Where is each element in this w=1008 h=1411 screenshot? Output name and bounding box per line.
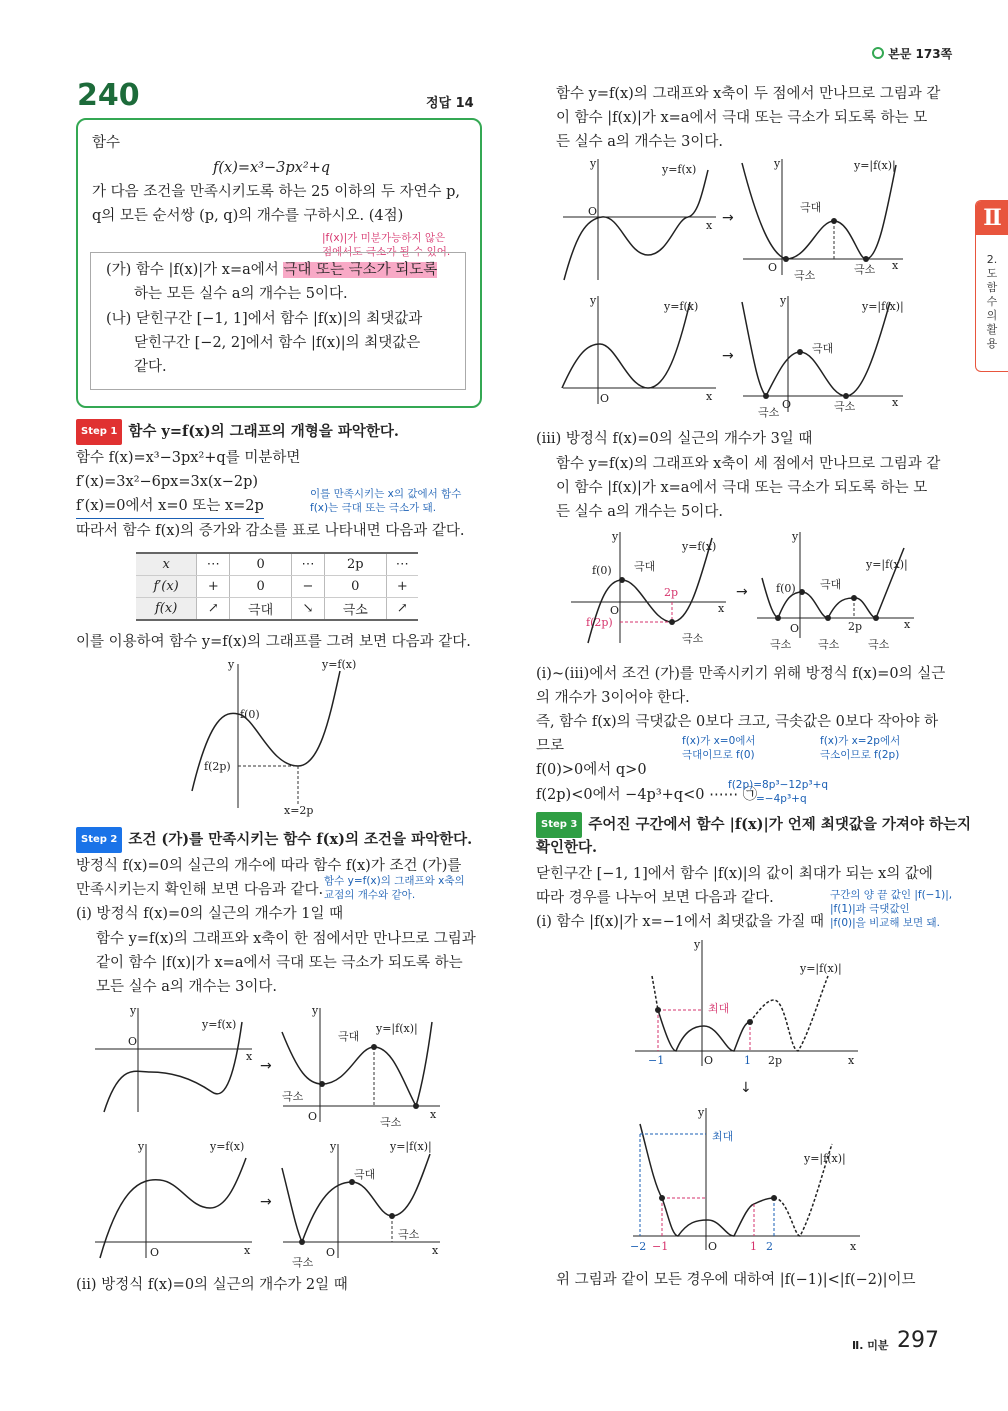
svg-text:O: O (600, 392, 610, 405)
case1-a: 함수 y=f(x)의 그래프와 x축이 한 점에서만 만나므로 그림과 (96, 931, 476, 947)
table-cell: ↘ (291, 598, 324, 621)
table-row (136, 598, 418, 621)
right-r3: 든 실수 a의 개수는 3이다. (556, 134, 723, 150)
svg-text:y: y (698, 1106, 705, 1119)
svg-text:극소: 극소 (834, 400, 856, 413)
svg-text:1: 1 (744, 1054, 751, 1067)
svg-text:O: O (704, 1054, 714, 1067)
case2-graph-b (738, 155, 913, 285)
summary-note-1: f(x)가 x=0에서 극대이므로 f(0) (682, 735, 756, 761)
step3-t4: 위 그림과 같이 모든 경우에 대하여 |f(−1)|<|f(−2)|이므 (556, 1272, 916, 1288)
step3-t1: 닫힌구간 [−1, 1]에서 함수 |f(x)|의 값이 최대가 되는 x의 값에 (536, 866, 933, 882)
svg-text:극소: 극소 (282, 1090, 304, 1103)
case2-graph-d (738, 292, 913, 422)
step2-l1: 방정식 f(x)=0의 실근의 개수에 따라 함수 f(x)가 조건 (가)를 (76, 858, 462, 874)
table-cell: ⋯ (291, 553, 324, 576)
case3-graph-b (752, 528, 922, 653)
svg-text:y=|f(x)|: y=|f(x)| (804, 1152, 846, 1165)
svg-text:O: O (588, 205, 598, 218)
step3-note: 구간의 양 끝 값인 |f(−1)|, |f(1)|과 극댓값인 |f(0)|을 비교해 보면 돼. (830, 889, 953, 929)
arrow-icon: → (260, 1194, 272, 1210)
problem-line2: q의 모든 순서쌍 (p, q)의 개수를 구하시오. (4점) (92, 208, 404, 224)
condition-b3: 같다. (134, 359, 167, 375)
table-cell: ↗ (386, 598, 418, 621)
svg-text:y=f(x): y=f(x) (664, 300, 699, 313)
table-cell: − (291, 576, 324, 598)
svg-text:O: O (308, 1110, 318, 1123)
svg-text:y=|f(x)|: y=|f(x)| (390, 1140, 432, 1153)
graph-fx-shape (180, 656, 380, 821)
svg-text:O: O (708, 1240, 718, 1253)
f2p-label: f(2p) (204, 760, 231, 773)
svg-text:x: x (718, 602, 725, 615)
problem-formula: f(x)=x³−3px²+q (213, 160, 331, 176)
svg-text:x: x (850, 1240, 857, 1253)
case1-graph-b (278, 1002, 448, 1127)
step1-l5: 이를 이용하여 함수 y=f(x)의 그래프를 그려 보면 다음과 같다. (76, 634, 471, 650)
fx-label: y=f(x) (322, 658, 357, 671)
svg-text:2p: 2p (664, 586, 679, 599)
condition-b1: (나) 닫힌구간 [−1, 1]에서 함수 |f(x)|의 최댓값과 (106, 311, 423, 327)
svg-text:O: O (326, 1246, 336, 1259)
svg-text:y: y (774, 157, 781, 170)
case1-c: 모든 실수 a의 개수는 3이다. (96, 979, 277, 995)
condition-a: (가) 함수 |f(x)|가 x=a에서 극대 또는 극소가 되도록 (106, 262, 438, 278)
step2-heading: Step 2 조건 (가)를 만족시키는 함수 f(x)의 조건을 파악한다. (76, 827, 472, 853)
table-row (136, 553, 418, 576)
condition-a2: 하는 모든 실수 a의 개수는 5이다. (134, 286, 348, 302)
svg-text:y=f(x): y=f(x) (202, 1018, 237, 1031)
page-reference: 본문 173쪽 (872, 45, 952, 62)
arrow-icon: → (722, 210, 734, 226)
table-cell: ⋯ (386, 553, 418, 576)
table-cell: ⋯ (197, 553, 230, 576)
step3-t2: 따라 경우를 나누어 보면 다음과 같다. (536, 890, 774, 906)
table-cell: 0 (324, 576, 386, 598)
svg-text:y=f(x): y=f(x) (662, 163, 697, 176)
table-cell: + (386, 576, 418, 598)
svg-text:극소: 극소 (794, 269, 816, 282)
table-row (136, 576, 418, 598)
svg-text:y: y (612, 530, 619, 543)
svg-text:극대: 극대 (354, 1168, 376, 1181)
step1-l4: 따라서 함수 f(x)의 증가와 감소를 표로 나타내면 다음과 같다. (76, 523, 465, 539)
svg-text:x: x (904, 618, 911, 631)
case1-title: (ⅰ) 방정식 f(x)=0의 실근의 개수가 1일 때 (76, 906, 344, 922)
table-cell: f(x) (136, 598, 197, 621)
step1-heading: Step 1 함수 y=f(x)의 그래프의 개형을 파악한다. (76, 419, 399, 445)
arrow-icon: → (260, 1058, 272, 1074)
svg-text:y: y (312, 1004, 319, 1017)
svg-text:극소: 극소 (682, 632, 704, 645)
table-cell: 0 (230, 553, 292, 576)
f0-label: f(0) (240, 708, 260, 721)
increase-decrease-table (136, 552, 418, 621)
step3-graph-b (628, 1104, 868, 1254)
summary-note-2: f(x)가 x=2p에서 극소이므로 f(2p) (820, 735, 901, 761)
svg-text:극소: 극소 (868, 638, 890, 651)
table-cell: x (136, 553, 197, 576)
table-cell: ↗ (197, 598, 230, 621)
svg-text:극소: 극소 (380, 1116, 402, 1127)
svg-text:극대: 극대 (800, 201, 822, 214)
svg-text:최대: 최대 (712, 1130, 734, 1143)
footer-section: Ⅱ. 미분 (852, 1339, 889, 1352)
svg-text:x: x (244, 1244, 251, 1257)
x2p-label: x=2p (284, 804, 314, 817)
svg-text:최대: 최대 (708, 1002, 730, 1015)
svg-text:극대: 극대 (338, 1030, 360, 1043)
summary-1: (ⅰ)~(ⅲ)에서 조건 (가)를 만족시키기 위해 방정식 f(x)=0의 실근 (536, 666, 946, 682)
svg-text:O: O (790, 622, 800, 635)
case3-title: (ⅲ) 방정식 f(x)=0의 실근의 개수가 3일 때 (536, 431, 813, 447)
svg-text:극소: 극소 (818, 638, 840, 651)
svg-text:O: O (768, 261, 778, 274)
answer-label: 정답 14 (426, 96, 474, 111)
svg-text:x: x (246, 1050, 253, 1063)
down-arrow-icon: ↓ (740, 1080, 752, 1096)
summary-3: 즉, 함수 f(x)의 극댓값은 0보다 크고, 극솟값은 0보다 작아야 하 (536, 714, 939, 730)
svg-text:y: y (792, 530, 799, 543)
problem-number: 240 (77, 78, 140, 113)
step1-l2: f′(x)=3x²−6px=3x(x−2p) (76, 474, 259, 490)
svg-text:y: y (780, 294, 787, 307)
right-r1: 함수 y=f(x)의 그래프와 x축이 두 점에서 만나므로 그림과 같 (556, 86, 941, 102)
svg-text:y=|f(x)|: y=|f(x)| (376, 1022, 418, 1035)
svg-text:2: 2 (766, 1240, 773, 1253)
svg-text:극대: 극대 (812, 342, 834, 355)
svg-text:f(2p): f(2p) (586, 616, 613, 629)
condition-b2: 닫힌구간 [−2, 2]에서 함수 |f(x)|의 최댓값은 (134, 335, 421, 351)
svg-text:O: O (128, 1035, 138, 1048)
summary-5: f(0)>0에서 q>0 (536, 762, 647, 778)
summary-6: f(2p)<0에서 −4p³+q<0 ⋯⋯ ㉠ (536, 787, 758, 803)
svg-text:−1: −1 (652, 1240, 669, 1253)
step1-note: 이를 만족시키는 x의 값에서 함수 f(x)는 극대 또는 극소가 돼. (310, 488, 462, 514)
svg-text:극대: 극대 (634, 560, 656, 573)
case3-a: 함수 y=f(x)의 그래프와 x축이 세 점에서 만나므로 그림과 같 (556, 456, 941, 472)
table-cell: 2p (324, 553, 386, 576)
svg-text:y=|f(x)|: y=|f(x)| (862, 300, 904, 313)
step3-heading2: 확인한다. (536, 839, 598, 856)
case3-c: 든 실수 a의 개수는 5이다. (556, 504, 723, 520)
page-number: 297 (897, 1328, 939, 1353)
svg-text:극소: 극소 (854, 263, 876, 276)
summary-4: 므로 (536, 738, 565, 754)
svg-text:y=|f(x)|: y=|f(x)| (854, 159, 896, 172)
table-cell: + (197, 576, 230, 598)
summary-2: 의 개수가 3이어야 한다. (536, 690, 690, 706)
table-cell: f′(x) (136, 576, 197, 598)
case2-graph-a (558, 155, 728, 285)
svg-text:x: x (892, 259, 899, 272)
problem-line1: 가 다음 조건을 만족시키도록 하는 25 이하의 두 자연수 p, (92, 184, 460, 200)
svg-text:극대: 극대 (820, 578, 842, 591)
svg-text:x: x (706, 390, 713, 403)
svg-text:y=f(x): y=f(x) (682, 540, 717, 553)
case2-title: (ⅱ) 방정식 f(x)=0의 실근의 개수가 2일 때 (76, 1277, 348, 1293)
case1-b: 같이 함수 |f(x)|가 x=a에서 극대 또는 극소가 되도록 하는 (96, 955, 463, 971)
svg-text:f(0): f(0) (592, 564, 612, 577)
case3-graph-a (566, 528, 736, 648)
y-label: y (228, 658, 235, 671)
circle-bullet-icon (872, 47, 884, 59)
step2-l2: 만족시키는지 확인해 보면 다음과 같다. (76, 882, 324, 898)
step2-note: 함수 y=f(x)의 그래프와 x축의 교점의 개수와 같아. (324, 875, 465, 901)
svg-text:극소: 극소 (398, 1228, 420, 1241)
svg-text:y: y (590, 294, 597, 307)
step1-l1: 함수 f(x)=x³−3px²+q를 미분하면 (76, 450, 301, 466)
svg-text:극소: 극소 (292, 1256, 314, 1268)
svg-text:y: y (694, 938, 701, 951)
svg-text:f(0): f(0) (776, 582, 796, 595)
svg-text:−1: −1 (648, 1054, 665, 1067)
fx-curve (192, 671, 340, 791)
problem-note: |f(x)|가 미분가능하지 않은 점에서도 극소가 될 수 있어. (322, 232, 451, 258)
svg-text:O: O (150, 1246, 160, 1259)
svg-text:극소: 극소 (758, 406, 780, 419)
svg-text:1: 1 (750, 1240, 757, 1253)
step3-t3: (ⅰ) 함수 |f(x)|가 x=−1에서 최댓값을 가질 때 (536, 914, 825, 930)
chapter-title: 2. 도함수의 활용 (986, 253, 998, 350)
summary-note-3: f(2p)=8p³−12p³+q =−4p³+q (728, 779, 829, 805)
case1-graph-d (278, 1138, 448, 1268)
table-cell: 극대 (230, 598, 292, 621)
svg-text:2p: 2p (768, 1054, 783, 1067)
svg-text:y: y (130, 1004, 137, 1017)
svg-text:x: x (848, 1054, 855, 1067)
case1-graph-c (90, 1138, 260, 1263)
arrow-icon: → (722, 348, 734, 364)
svg-text:극소: 극소 (770, 638, 792, 651)
svg-text:x: x (706, 219, 713, 232)
svg-text:x: x (892, 396, 899, 409)
svg-text:y=f(x): y=f(x) (210, 1140, 245, 1153)
case2-graph-c (558, 292, 728, 417)
table-cell: 극소 (324, 598, 386, 621)
step3-heading: Step 3 주어진 구간에서 함수 |f(x)|가 언제 최댓값을 가져야 하는지 (536, 812, 971, 838)
svg-text:x: x (430, 1108, 437, 1121)
problem-intro: 함수 (92, 135, 121, 151)
svg-text:y: y (590, 157, 597, 170)
svg-text:O: O (782, 398, 792, 411)
arrow-icon: → (736, 584, 748, 600)
svg-text:O: O (610, 604, 620, 617)
svg-text:2p: 2p (848, 620, 863, 633)
case1-graph-a (90, 1002, 260, 1117)
step1-l3: f′(x)=0에서 x=0 또는 x=2p (76, 494, 264, 519)
svg-text:x: x (432, 1244, 439, 1257)
svg-text:y=|f(x)|: y=|f(x)| (866, 558, 908, 571)
svg-text:y=|f(x)|: y=|f(x)| (800, 962, 842, 975)
svg-text:y: y (138, 1140, 145, 1153)
svg-text:−2: −2 (630, 1240, 647, 1253)
chapter-roman: Ⅱ (976, 201, 1008, 235)
svg-text:y: y (330, 1140, 337, 1153)
step3-graph-a (630, 936, 865, 1071)
case3-b: 이 함수 |f(x)|가 x=a에서 극대 또는 극소가 되도록 하는 모 (556, 480, 928, 496)
chapter-tab (975, 200, 1008, 372)
table-cell: 0 (230, 576, 292, 598)
right-r2: 이 함수 |f(x)|가 x=a에서 극대 또는 극소가 되도록 하는 모 (556, 110, 928, 126)
